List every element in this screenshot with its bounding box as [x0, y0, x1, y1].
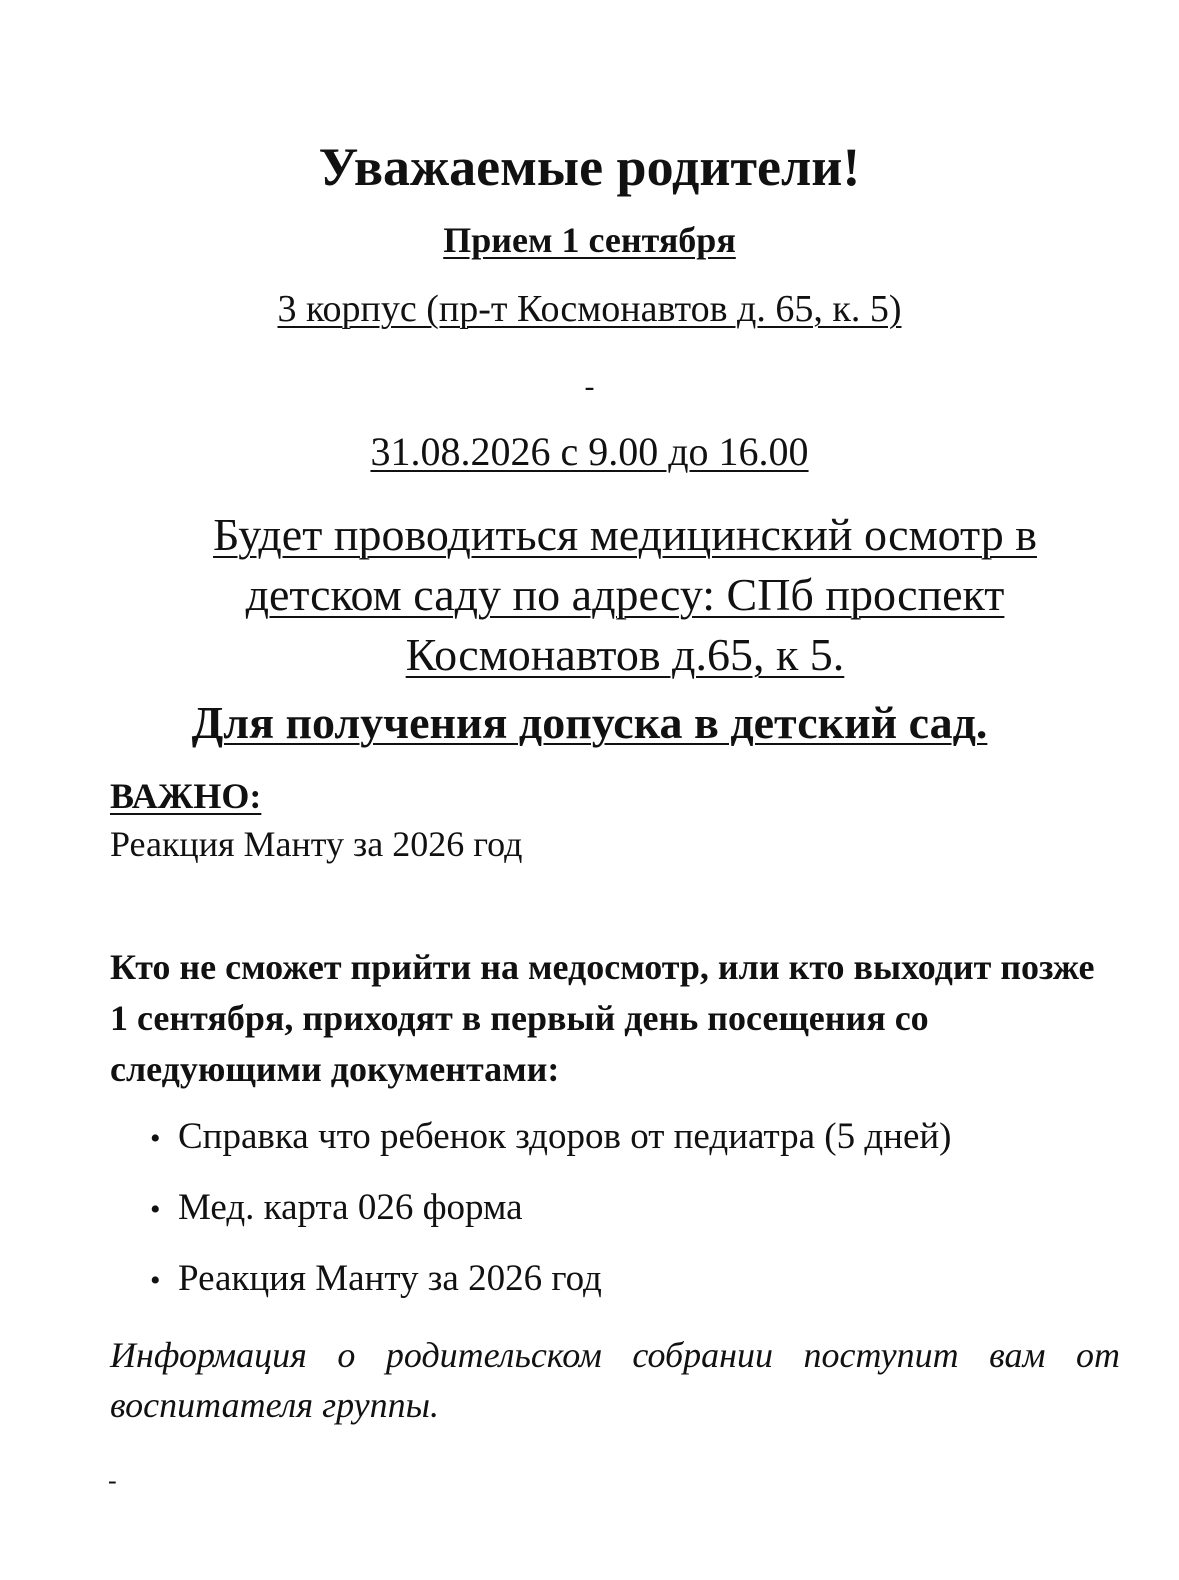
list-item: [150, 1183, 952, 1254]
important-label: ВАЖНО:: [110, 776, 262, 816]
document-label: Мед. карта 026 форма: [178, 1187, 523, 1228]
document-label: Справка что ребенок здоров от педиатра (5 дней): [178, 1116, 952, 1157]
separator-dash: -: [584, 370, 595, 403]
building-address: 3 корпус (пр-т Космонавтов д. 65, к. 5): [277, 288, 902, 330]
bullet-icon: •: [150, 1122, 161, 1155]
reception-heading: Прием 1 сентября: [443, 220, 736, 260]
late-arrival-notice: Кто не сможет прийти на медосмотр, или кто выходит позже 1 сентября, приходят в первый день посещения со следующими документами:: [110, 947, 1095, 1089]
list-item: [150, 1112, 952, 1183]
list-item: [150, 1254, 952, 1325]
important-text: Реакция Манту за 2026 год: [110, 824, 523, 864]
documents-list: [150, 1112, 952, 1325]
medical-exam-text-content: Будет проводиться медицинский осмотр в детском саду по адресу: СПб проспект Космонавтов д.65, к 5.: [213, 509, 1037, 680]
parent-meeting-info: Информация о родительском собрании поступит вам от воспитателя группы.: [110, 1335, 1120, 1425]
document-label: Реакция Манту за 2026 год: [178, 1258, 602, 1299]
medical-exam-text: [150, 505, 1100, 685]
bullet-icon: •: [150, 1193, 161, 1226]
page-title: Уважаемые родители!: [318, 137, 861, 197]
exam-datetime: 31.08.2026 с 9.00 до 16.00: [370, 429, 809, 474]
admission-heading: Для получения допуска в детский сад.: [191, 697, 988, 748]
bullet-icon: •: [150, 1264, 161, 1297]
footer-separator: -: [108, 1466, 117, 1495]
